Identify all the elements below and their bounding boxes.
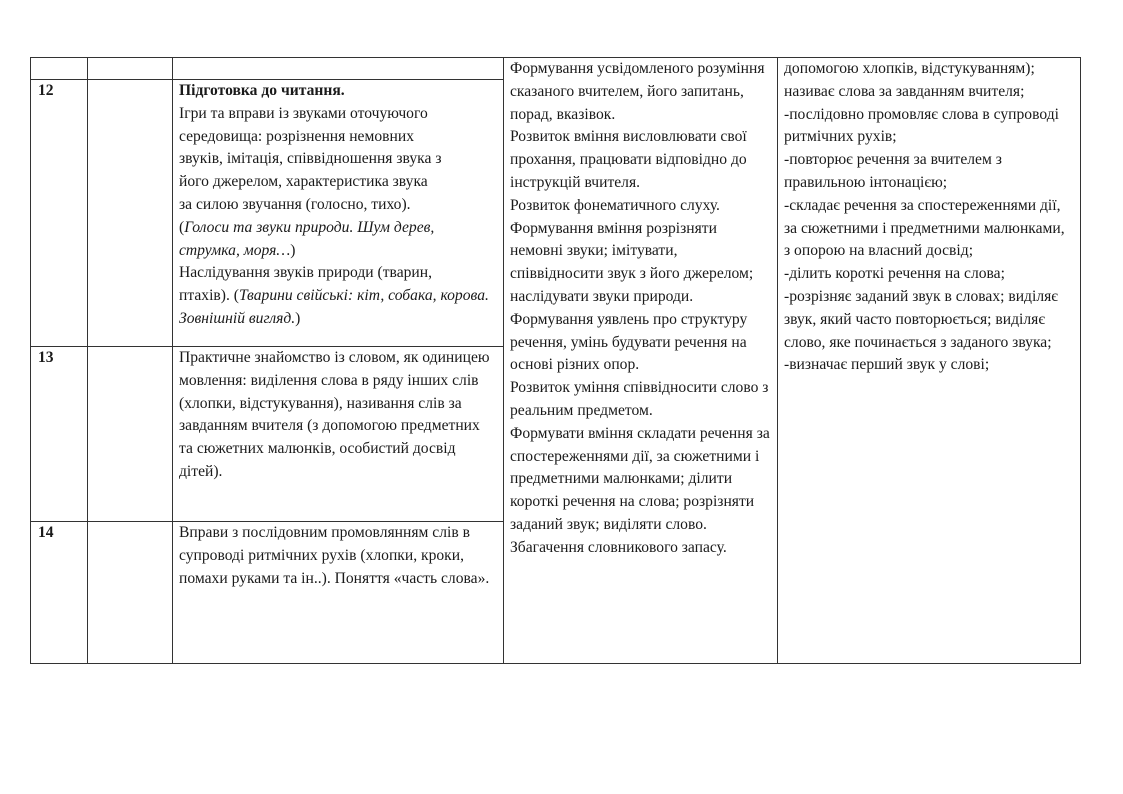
lesson-content [173, 80, 504, 347]
lesson-number: 14 [31, 522, 88, 664]
content-mixed-line: птахів). (Тварини свійські: кіт, собака, корова. Зовнішній вигляд.) [179, 287, 489, 327]
result-item: -послідовно промовляє слова в супроводі ритмічних рухів; [784, 105, 1059, 146]
task-item: Формування вміння розрізняти немовні звуки; імітувати, співвідносити звук з його джерелом; наслідувати звуки природи. [510, 219, 754, 305]
result-item: -ділить короткі речення на слова; [784, 265, 1005, 283]
task-item: Розвиток фонематичного слуху. [510, 196, 720, 214]
lesson-number: 13 [31, 347, 88, 522]
content-line: середовища: розрізнення немовних [179, 127, 414, 145]
content-line: Ігри та вправи із звуками оточуючого [179, 104, 428, 122]
lesson-content: Вправи з послідовним промовлянням слів в супроводі ритмічних рухів (хлопки, кроки, помахи руками та ін..). Поняття «часть слова». [173, 522, 504, 664]
table-cell [31, 58, 88, 80]
result-item: -визначає перший звук у слові; [784, 356, 990, 374]
tasks-cell [504, 58, 778, 664]
table-cell [88, 522, 173, 664]
content-italic-line: (Голоси та звуки природи. Шум дерев, струмка, моря…) [179, 218, 435, 259]
lesson-content: Практичне знайомство із словом, як одиницею мовлення: виділення слова в ряду інших слів (хлопки, відстукування), називання слів за завданням вчителя (з допомогою предметних та сюжетних малюнків, особистий досвід дітей). [173, 347, 504, 522]
lesson-plan-table [30, 57, 1081, 664]
table-cell [173, 58, 504, 80]
result-item: -повторює речення за вчителем з правильною інтонацією; [784, 151, 1002, 191]
result-item: -розрізняє заданий звук в словах; виділяє звук, який часто повторюється; виділяє слово, яке починається з заданого звука; [784, 287, 1058, 351]
table-cell [88, 58, 173, 80]
content-line: за силою звучання (голосно, тихо). [179, 195, 411, 213]
task-item: Збагачення словникового запасу. [510, 538, 727, 556]
content-title: Підготовка до читання. [179, 82, 345, 99]
table-cell [88, 80, 173, 347]
content-italic: Голоси та звуки природи. Шум дерев, струмка, моря… [179, 218, 435, 259]
result-item: -складає речення за спостереженнями дії, за сюжетними і предметними малюнками, з опорою на власний досвід; [784, 196, 1065, 260]
results-cell [778, 58, 1081, 664]
task-item: Розвиток уміння співвідносити слово з реальним предметом. [510, 379, 769, 419]
content-line: його джерелом, характеристика звука [179, 173, 428, 191]
content-line: Наслідування звуків природи (тварин, [179, 264, 433, 282]
content-text: птахів). [179, 287, 230, 305]
content-italic: Тварини свійські: кіт, собака, корова. Зовнішній вигляд. [179, 287, 489, 327]
result-item: допомогою хлопків, відстукуванням); називає слова за завданням вчителя; [784, 60, 1035, 100]
table-row [31, 58, 1081, 80]
lesson-number: 12 [31, 80, 88, 347]
task-item: Формування усвідомленого розуміння сказаного вчителем, його запитань, порад, вказівок. [510, 60, 765, 123]
table-cell [88, 347, 173, 522]
task-item: Формувати вміння складати речення за спостереженнями дії, за сюжетними і предметними малюнками; ділити короткі речення на слова; розрізняти заданий звук; виділяти слово. [510, 424, 770, 533]
task-item: Розвиток вміння висловлювати свої прохання, працювати відповідно до інструкцій вчителя. [510, 128, 747, 191]
content-line: звуків, імітація, співвідношення звука з [179, 150, 442, 168]
task-item: Формування уявлень про структуру речення, умінь будувати речення на основі різних опор. [510, 310, 748, 374]
